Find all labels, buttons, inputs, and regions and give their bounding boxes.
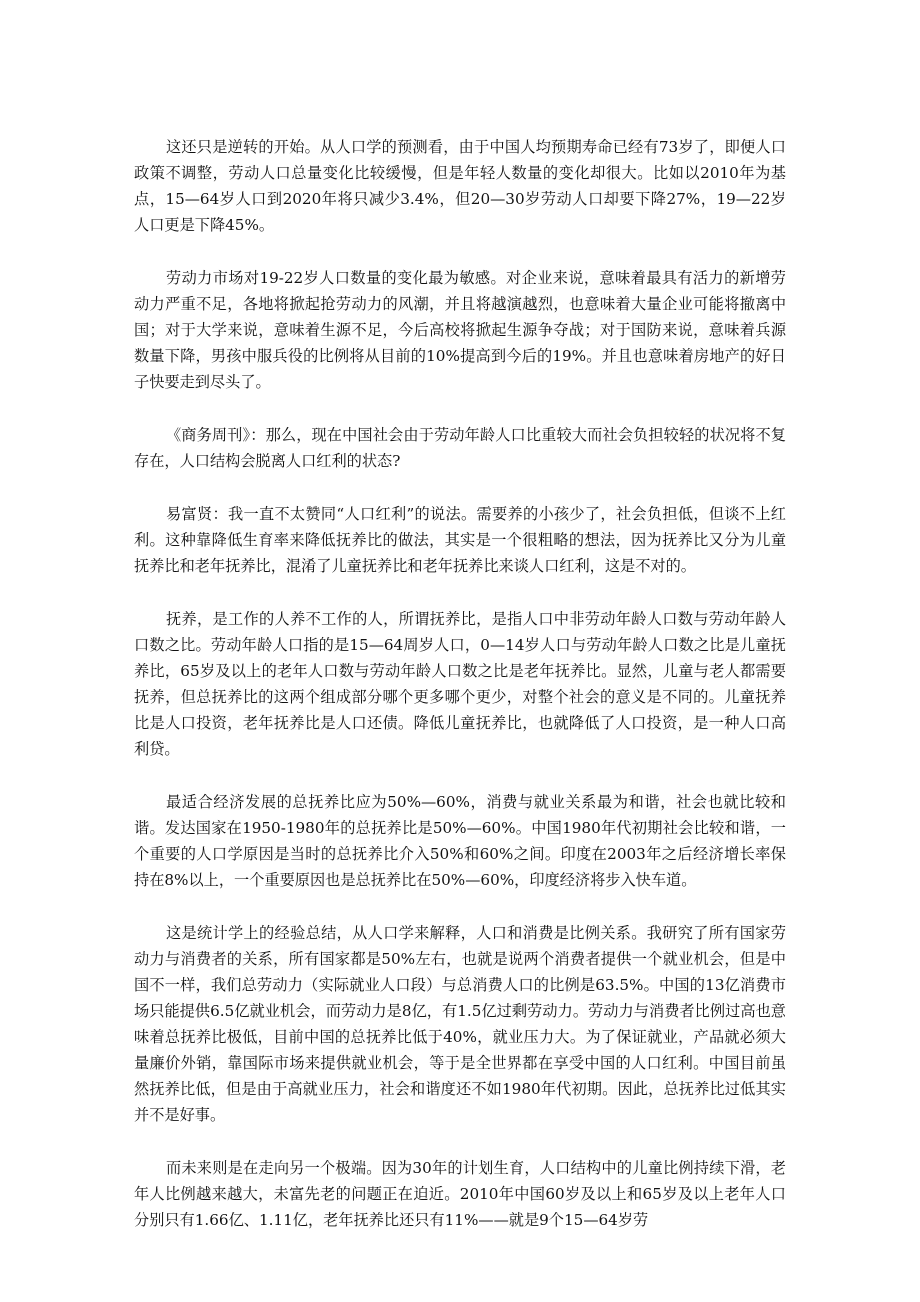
paragraph-1: 这还只是逆转的开始。从人口学的预测看，由于中国人均预期寿命已经有73岁了，即便人口政策不调整，劳动人口总量变化比较缓慢，但是年轻人数量的变化却很大。比如以2010年为基点，15—64岁人口到2020年将只减少3.4%，但20—30岁劳动人口却要下降27%，19—22岁人口更是下降45%。 <box>134 138 786 234</box>
paragraph-6: 最适合经济发展的总抚养比应为50%—60%，消费与就业关系最为和谐，社会也就比较和谐。发达国家在1950-1980年的总抚养比是50%—60%。中国1980年代初期社会比较和谐，一个重要的人口学原因是当时的总抚养比介入50%和60%之间。印度在2003年之后经济增长率保持在8%以上，一个重要原因也是总抚养比在50%—60%，印度经济将步入快车道。 <box>134 793 786 889</box>
paragraph-5: 抚养，是工作的人养不工作的人，所谓抚养比，是指人口中非劳动年龄人口数与劳动年龄人口数之比。劳动年龄人口指的是15—64周岁人口，0—14岁人口与劳动年龄人口数之比是儿童抚养比，65岁及以上的老年人口数与劳动年龄人口数之比是老年抚养比。显然，儿童与老人都需要抚养，但总抚养比的这两个组成部分哪个更多哪个更少，对整个社会的意义是不同的。儿童抚养比是人口投资，老年抚养比是人口还债。降低儿童抚养比，也就降低了人口投资，是一种人口高利贷。 <box>134 610 786 758</box>
paragraph-7: 这是统计学上的经验总结，从人口学来解释，人口和消费是比例关系。我研究了所有国家劳动力与消费者的关系，所有国家都是50%左右，也就是说两个消费者提供一个就业机会，但是中国不一样，我们总劳动力（实际就业人口段）与总消费人口的比例是63.5%。中国的13亿消费市场只能提供6.5亿就业机会，而劳动力是8亿，有1.5亿过剩劳动力。劳动力与消费者比例过高也意味着总抚养比极低，目前中国的总抚养比低于40%，就业压力大。为了保证就业，产品就必须大量廉价外销，靠国际市场来提供就业机会，等于是全世界都在享受中国的人口红利。中国目前虽然抚养比低，但是由于高就业压力，社会和谐度还不如1980年代初期。因此，总抚养比过低其实并不是好事。 <box>134 924 786 1124</box>
paragraph-8: 而未来则是在走向另一个极端。因为30年的计划生育，人口结构中的儿童比例持续下滑，老年人比例越来越大，未富先老的问题正在迫近。2010年中国60岁及以上和65岁及以上老年人口分别只有1.66亿、1.11亿，老年抚养比还只有11%——就是9个15—64岁劳 <box>134 1159 786 1229</box>
paragraph-3: 《商务周刊》：那么，现在中国社会由于劳动年龄人口比重较大而社会负担较轻的状况将不复存在，人口结构会脱离人口红利的状态? <box>134 426 786 470</box>
paragraph-4: 易富贤：我一直不太赞同“人口红利”的说法。需要养的小孩少了，社会负担低，但谈不上红利。这种靠降低生育率来降低抚养比的做法，其实是一个很粗略的想法，因为抚养比又分为儿童抚养比和老年抚养比，混淆了儿童抚养比和老年抚养比来谈人口红利，这是不对的。 <box>134 505 786 575</box>
article-body <box>134 134 786 1260</box>
paragraph-2: 劳动力市场对19-22岁人口数量的变化最为敏感。对企业来说，意味着最具有活力的新增劳动力严重不足，各地将掀起抢劳动力的风潮，并且将越演越烈，也意味着大量企业可能将撤离中国；对于大学来说，意味着生源不足，今后高校将掀起生源争夺战；对于国防来说，意味着兵源数量下降，男孩中服兵役的比例将从目前的10%提高到今后的19%。并且也意味着房地产的好日子快要走到尽头了。 <box>134 269 786 391</box>
